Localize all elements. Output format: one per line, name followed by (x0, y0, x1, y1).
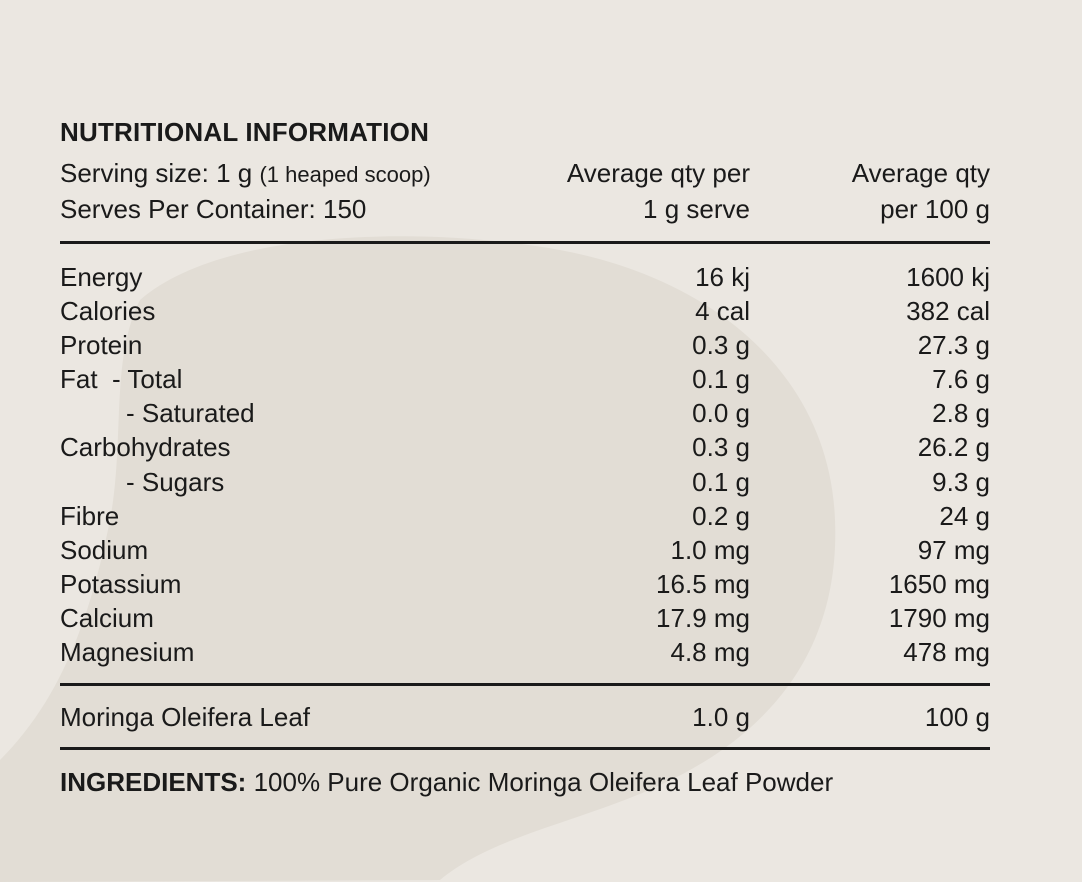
nutrient-per-100g: 26.2 g (917, 432, 990, 462)
nutrient-row-fat-total (0, 362, 1082, 396)
nutrient-name: Magnesium (60, 637, 195, 667)
ingredient-name: Moringa Oleifera Leaf (60, 702, 311, 732)
nutrient-name: Fat - Total (60, 364, 183, 394)
ingredients-divider (60, 747, 990, 750)
nutrient-row-potassium (0, 567, 1082, 601)
nutrient-per-serve: 0.1 g (692, 364, 750, 394)
ingredient-per-serve: 1.0 g (692, 702, 750, 732)
nutrient-per-serve: 1.0 mg (670, 535, 750, 565)
nutrient-row-saturated (0, 396, 1082, 430)
nutrient-row-sodium (0, 533, 1082, 567)
nutrient-name: Energy (60, 262, 143, 292)
ingredients-statement (60, 764, 833, 800)
nutrient-row-sugars (0, 465, 1082, 499)
nutrient-per-serve: 16.5 mg (656, 569, 750, 599)
serves-per-container: Serves Per Container: 150 (60, 194, 367, 224)
panel-title: NUTRITIONAL INFORMATION (60, 117, 430, 147)
nutrient-per-serve: 4 cal (695, 296, 750, 326)
serving-size (60, 155, 431, 193)
nutrient-row-fibre (0, 499, 1082, 533)
nutrient-per-100g: 9.3 g (932, 467, 990, 497)
nutrient-per-100g: 97 mg (917, 535, 990, 565)
ingredient-per-100g: 100 g (924, 702, 990, 732)
nutrient-per-100g: 382 cal (906, 296, 990, 326)
nutrient-name: Fibre (60, 501, 120, 531)
header-divider (60, 241, 990, 244)
nutrient-per-serve: 0.0 g (692, 398, 750, 428)
nutrient-per-serve: 0.1 g (692, 467, 750, 497)
nutrient-name: Calories (60, 296, 156, 326)
nutrient-per-100g: 24 g (939, 501, 990, 531)
nutrients-divider (60, 683, 990, 686)
serving-size-label: Serving size: 1 g (60, 158, 253, 188)
nutrient-name: Calcium (60, 603, 154, 633)
nutrient-per-serve: 16 kj (695, 262, 750, 292)
nutrient-name: - Saturated (126, 398, 255, 428)
nutrient-name: Sodium (60, 535, 149, 565)
nutrient-per-100g: 1790 mg (888, 603, 990, 633)
column-header-per-serve-line2: 1 g serve (643, 194, 750, 224)
nutrient-per-100g: 478 mg (903, 637, 990, 667)
serving-size-note: (1 heaped scoop) (259, 162, 431, 187)
nutrient-name: - Sugars (126, 467, 225, 497)
nutrient-per-100g: 27.3 g (917, 330, 990, 360)
nutrient-per-serve: 0.3 g (692, 330, 750, 360)
nutrient-name: Carbohydrates (60, 432, 231, 462)
nutrient-row-energy (0, 260, 1082, 294)
nutrient-row-calories (0, 294, 1082, 328)
nutrient-row-carbohydrates (0, 430, 1082, 464)
nutrient-per-100g: 1650 mg (888, 569, 990, 599)
nutrient-row-magnesium (0, 635, 1082, 669)
nutrient-name: Potassium (60, 569, 182, 599)
column-header-per-100g-line1: Average qty (851, 158, 990, 188)
nutrient-per-serve: 0.3 g (692, 432, 750, 462)
column-header-per-serve-line1: Average qty per (566, 158, 750, 188)
ingredients-text: 100% Pure Organic Moringa Oleifera Leaf Powder (246, 767, 834, 797)
nutrient-per-100g: 7.6 g (932, 364, 990, 394)
column-header-per-100g-line2: per 100 g (880, 194, 990, 224)
nutrient-per-100g: 2.8 g (932, 398, 990, 428)
nutrient-per-100g: 1600 kj (906, 262, 990, 292)
nutrient-per-serve: 17.9 mg (656, 603, 750, 633)
ingredients-label: INGREDIENTS: (60, 767, 247, 797)
nutrient-per-serve: 0.2 g (692, 501, 750, 531)
nutrient-row-calcium (0, 601, 1082, 635)
nutrient-row-protein (0, 328, 1082, 362)
nutrient-per-serve: 4.8 mg (670, 637, 750, 667)
ingredient-row-moringa (0, 700, 1082, 734)
nutrient-name: Protein (60, 330, 143, 360)
